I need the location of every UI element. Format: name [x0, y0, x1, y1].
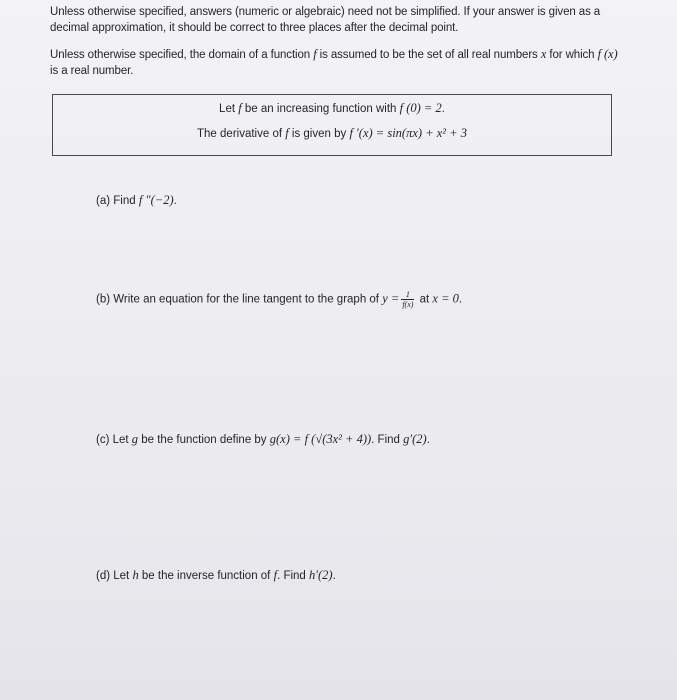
given-line-1	[53, 101, 611, 116]
math-f: f	[273, 568, 278, 582]
question-c-math: g(x) = f (√(3x² + 4))	[269, 432, 372, 446]
question-c-text: . Find	[371, 434, 404, 446]
math-f: f	[313, 47, 317, 61]
instructions-text-2d: is a real number.	[50, 65, 134, 77]
question-a-text: (a) Find	[96, 195, 139, 207]
question-b-text: (b) Write an equation for the line tangent to the graph of	[96, 293, 383, 306]
question-c-ask: g′(2)	[403, 432, 427, 446]
given-text: be an increasing function with	[241, 103, 400, 115]
question-d-ask: h′(2)	[309, 568, 333, 582]
question-b-math-y: y =	[382, 291, 400, 306]
instructions-text-2c: for which	[546, 49, 598, 61]
given-text: is given by	[288, 128, 350, 140]
question-d	[96, 568, 336, 583]
question-b-text: .	[458, 293, 463, 306]
instructions-paragraph-2	[50, 46, 625, 79]
given-text: .	[441, 103, 445, 115]
fraction-denominator: f(x)	[402, 300, 414, 309]
fraction-numerator: 1	[401, 290, 414, 300]
question-b-math-x: x = 0	[432, 291, 459, 306]
math-g: g	[131, 432, 139, 446]
question-c-text: be the function define by	[138, 434, 270, 446]
fraction-one-over-fx	[401, 290, 414, 309]
question-b	[96, 290, 462, 309]
question-a	[96, 193, 177, 208]
question-c	[96, 432, 430, 447]
given-line-2	[53, 126, 611, 141]
instructions-text-1: Unless otherwise specified, answers (numeric or algebraic) need not be simplified. If your answer is given as a decimal approximation, it should be correct to three places after the decimal point.	[50, 6, 601, 34]
math-x: x	[540, 47, 547, 61]
math-h: h	[132, 568, 139, 582]
math-fx: f (x)	[597, 47, 618, 61]
given-info-box	[52, 94, 612, 156]
given-text: The derivative of	[197, 128, 286, 140]
question-c-text: .	[426, 434, 430, 446]
question-b-text: at	[416, 293, 433, 306]
instructions-text-2b: is assumed to be the set of all real numbers	[316, 49, 541, 61]
question-d-text: (d) Let	[96, 570, 133, 582]
question-a-math: f ″(−2)	[138, 193, 174, 207]
question-d-text: .	[332, 570, 336, 582]
instructions-paragraph-1	[50, 4, 625, 36]
derivative-formula-math: f ′(x) = sin(πx) + x² + 3	[349, 126, 467, 140]
instructions-text-2a: Unless otherwise specified, the domain of a function	[50, 49, 314, 61]
initial-condition-math: f (0) = 2	[399, 101, 442, 115]
given-text: Let	[219, 103, 239, 115]
math-f: f	[238, 101, 242, 115]
question-d-text: . Find	[277, 570, 310, 582]
question-d-text: be the inverse function of	[138, 570, 274, 582]
math-f: f	[285, 126, 289, 140]
question-a-text: .	[173, 195, 177, 207]
question-c-text: (c) Let	[96, 434, 132, 446]
